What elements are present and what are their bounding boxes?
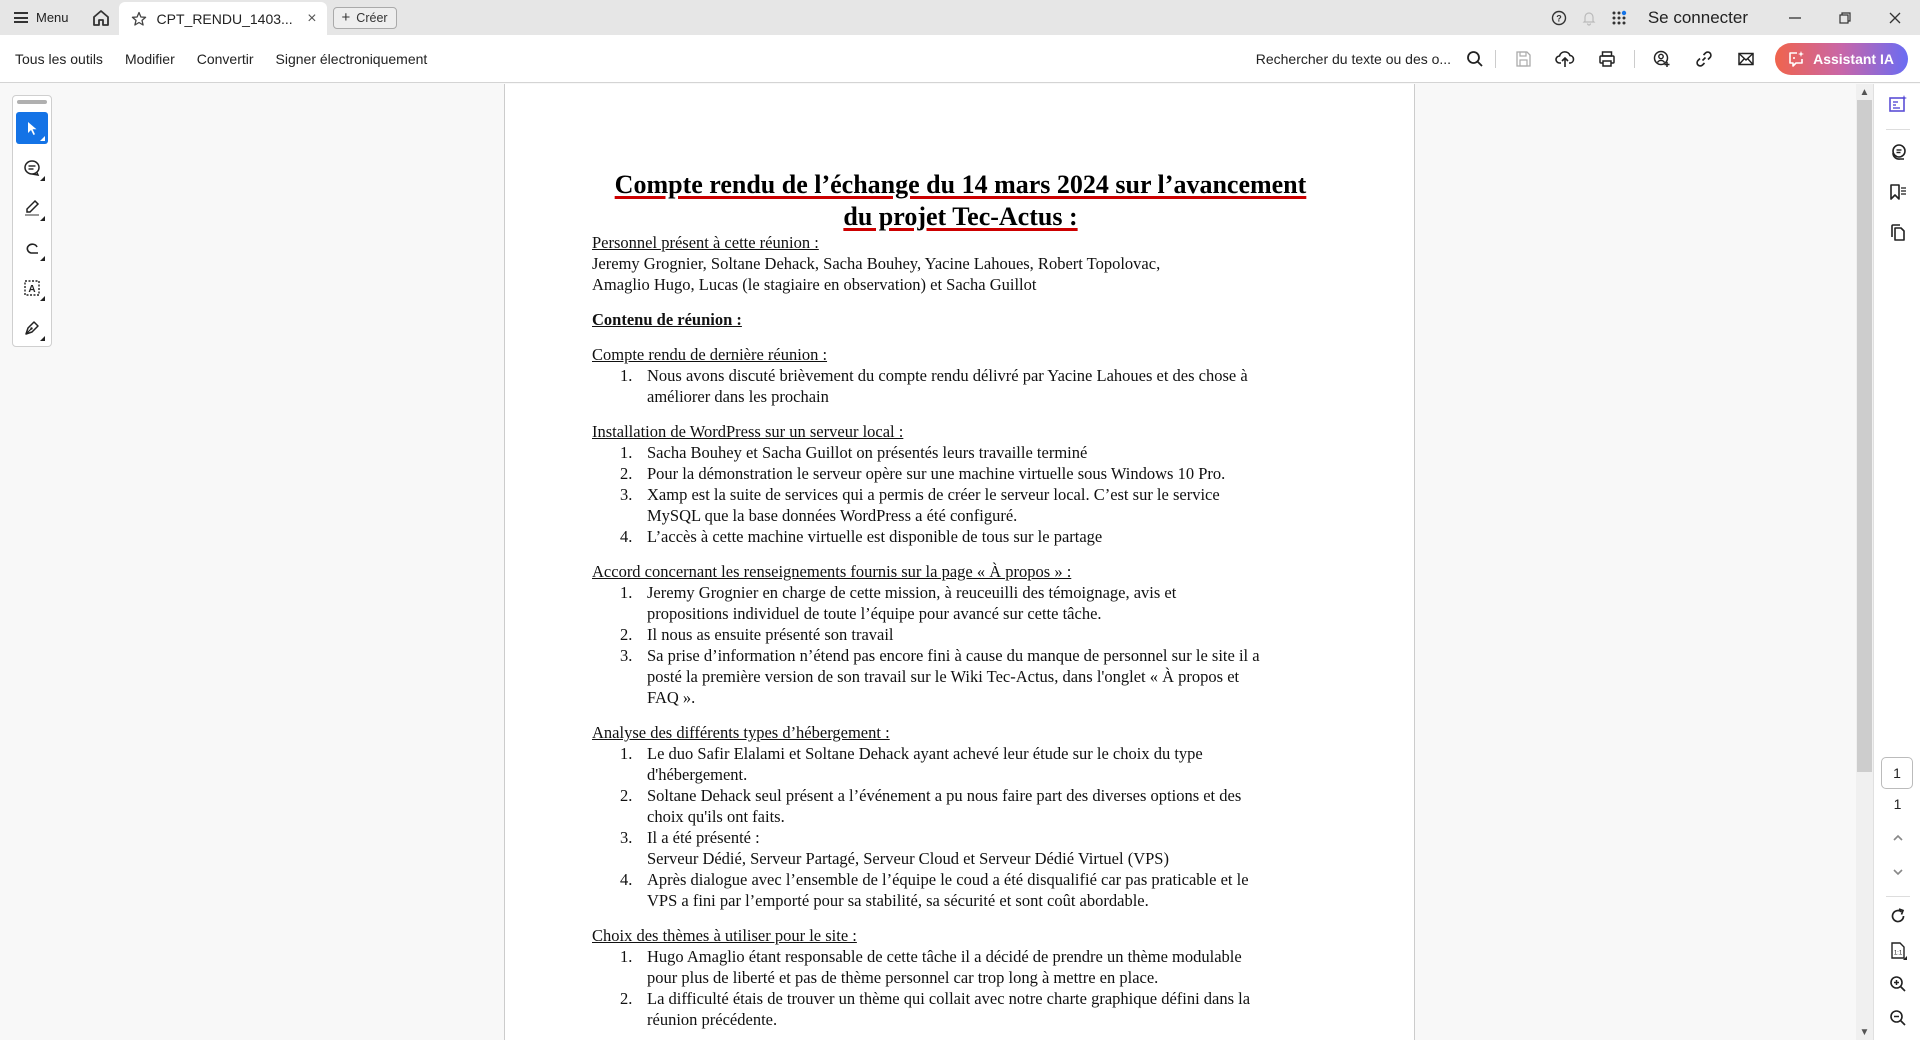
create-button[interactable] bbox=[333, 7, 397, 29]
list-item-text: Le duo Safir Elalami et Soltane Dehack ayant achevé leur étude sur le choix du type bbox=[647, 744, 1203, 763]
list-item-text: propositions individuel de toute l’équipe pour avancé sur cette tâche. bbox=[647, 604, 1102, 623]
e-sign-link[interactable]: Signer électroniquement bbox=[275, 50, 428, 67]
list-item-text: Nous avons discuté brièvement du compte rendu délivré par Yacine Lahoues et des chose à bbox=[647, 366, 1248, 385]
rail-drag-handle[interactable] bbox=[17, 100, 47, 104]
sections-container bbox=[592, 344, 1352, 1030]
comments-panel-button[interactable] bbox=[1874, 136, 1920, 168]
svg-text:A: A bbox=[28, 284, 36, 295]
section-heading: Installation de WordPress sur un serveur local : bbox=[592, 422, 904, 441]
list-item bbox=[592, 645, 1352, 708]
next-page-button[interactable] bbox=[1874, 856, 1920, 888]
list-item-text: Soltane Dehack seul présent a l’événement a pu nous faire part des diverses options et des bbox=[647, 786, 1242, 805]
edit-link[interactable]: Modifier bbox=[124, 50, 175, 67]
attendees-heading: Personnel présent à cette réunion : bbox=[592, 233, 819, 252]
zoom-out-button[interactable] bbox=[1874, 1002, 1920, 1034]
list-item-text: Sacha Bouhey et Sacha Guillot on présentés leurs travaille terminé bbox=[647, 443, 1088, 462]
list-item-number: 2. bbox=[620, 625, 633, 644]
document-viewport[interactable] bbox=[0, 84, 1856, 1040]
list-item-number: 3. bbox=[620, 485, 633, 504]
add-person-icon bbox=[1653, 50, 1671, 68]
list-item-number: 1. bbox=[620, 443, 633, 462]
draw-tool-button[interactable] bbox=[16, 232, 48, 264]
title-line-2: du projet Tec-Actus : bbox=[843, 202, 1078, 231]
list-item-text: posté la première version de son travail sur le Wiki Tec-Actus, dans l'onglet « À propos et bbox=[647, 667, 1240, 686]
previous-page-button[interactable] bbox=[1874, 822, 1920, 854]
save-icon bbox=[1514, 50, 1532, 68]
content-heading: Contenu de réunion : bbox=[592, 310, 742, 329]
list-item-text: d'hébergement. bbox=[647, 765, 748, 784]
rail-divider bbox=[1886, 129, 1910, 130]
ai-assistant-icon bbox=[1787, 50, 1805, 68]
comment-icon bbox=[23, 159, 41, 177]
list-item-text: FAQ ». bbox=[647, 688, 696, 707]
cloud-upload-icon bbox=[1555, 50, 1575, 68]
list-item-text: choix qu'ils ont faits. bbox=[647, 807, 785, 826]
pdf-page[interactable] bbox=[504, 84, 1415, 1040]
section-heading: Analyse des différents types d’hébergement : bbox=[592, 723, 890, 742]
email-button[interactable] bbox=[1725, 35, 1767, 83]
toolbar-divider bbox=[1495, 50, 1496, 68]
mail-icon bbox=[1737, 50, 1755, 68]
all-tools-link[interactable]: Tous les outils bbox=[15, 50, 103, 67]
rotate-icon bbox=[1889, 907, 1907, 925]
ai-summary-icon bbox=[1888, 94, 1908, 114]
list-item-number: 4. bbox=[620, 870, 633, 889]
vertical-scrollbar[interactable] bbox=[1856, 84, 1873, 1040]
restore-button[interactable] bbox=[1820, 0, 1870, 35]
list-item bbox=[592, 869, 1352, 911]
document-body bbox=[592, 232, 1352, 1030]
bell-icon bbox=[1581, 10, 1597, 26]
menu-label: Menu bbox=[36, 10, 69, 25]
bookmarks-button[interactable] bbox=[1874, 176, 1920, 208]
home-icon bbox=[92, 9, 110, 27]
list-item-text: Il a été présenté : bbox=[647, 828, 760, 847]
list-item bbox=[592, 365, 1352, 407]
plus-icon: + bbox=[341, 9, 351, 26]
list-item-number: 1. bbox=[620, 744, 633, 763]
list-item bbox=[592, 743, 1352, 785]
menu-button[interactable] bbox=[0, 0, 83, 35]
select-icon bbox=[24, 120, 40, 136]
numbered-list bbox=[592, 743, 1352, 911]
list-item-number: 3. bbox=[620, 828, 633, 847]
print-button[interactable] bbox=[1586, 35, 1628, 83]
minimize-button[interactable] bbox=[1770, 0, 1820, 35]
print-icon bbox=[1598, 50, 1616, 68]
upload-button[interactable] bbox=[1544, 35, 1586, 83]
pages-panel-button[interactable] bbox=[1874, 216, 1920, 248]
search-input[interactable]: Rechercher du texte ou des o... bbox=[1255, 50, 1452, 67]
list-item bbox=[592, 988, 1352, 1030]
zoom-out-icon bbox=[1889, 1009, 1907, 1027]
list-item-text: réunion précédente. bbox=[647, 1010, 778, 1029]
current-page-input[interactable]: 1 bbox=[1881, 757, 1913, 789]
right-panel-rail bbox=[1873, 84, 1920, 1040]
total-pages: 1 bbox=[1893, 796, 1902, 812]
list-item-text: pour plus de liberté et pas de thème personnel car trop long à mettre en place. bbox=[647, 968, 1159, 987]
pages-icon bbox=[1888, 222, 1908, 242]
attendees-line: Amaglio Hugo, Lucas (le stagiaire en observation) et Sacha Guillot bbox=[592, 275, 1037, 294]
zoom-in-icon bbox=[1889, 975, 1907, 993]
ai-assistant-button[interactable] bbox=[1775, 43, 1908, 75]
create-label: Créer bbox=[356, 10, 388, 25]
list-item bbox=[592, 582, 1352, 624]
apps-button[interactable] bbox=[1604, 0, 1634, 35]
list-item-text: La difficulté étais de trouver un thème qui collait avec notre charte graphique défini dans la bbox=[647, 989, 1251, 1008]
tab-title: CPT_RENDU_1403... bbox=[156, 10, 293, 27]
text-select-icon bbox=[23, 279, 41, 297]
minimize-icon bbox=[1788, 11, 1802, 25]
quick-tools-rail bbox=[12, 95, 52, 347]
section-heading: Accord concernant les renseignements fournis sur la page « À propos » : bbox=[592, 562, 1072, 581]
search-button[interactable] bbox=[1461, 35, 1489, 83]
notifications-button[interactable] bbox=[1574, 0, 1604, 35]
fit-page-button[interactable] bbox=[1874, 935, 1920, 967]
rail-divider bbox=[1886, 896, 1910, 897]
section-heading: Compte rendu de dernière réunion : bbox=[592, 345, 828, 364]
numbered-list bbox=[592, 946, 1352, 1030]
scroll-up-arrow[interactable]: ▲ bbox=[1859, 86, 1870, 98]
list-item-text: Xamp est la suite de services qui a permis de créer le serveur local. C’est sur le service bbox=[647, 485, 1220, 504]
list-item-number: 2. bbox=[620, 989, 633, 1008]
svg-text:1:1: 1:1 bbox=[1893, 950, 1902, 957]
search-icon bbox=[1466, 50, 1484, 68]
sign-in-button[interactable]: Se connecter bbox=[1647, 7, 1748, 27]
list-item bbox=[592, 624, 1352, 645]
copy-link-button[interactable] bbox=[1683, 35, 1725, 83]
list-item bbox=[592, 463, 1352, 484]
list-item-text: Serveur Dédié, Serveur Partagé, Serveur Cloud et Serveur Dédié Virtuel (VPS) bbox=[647, 849, 1169, 868]
link-icon bbox=[1695, 50, 1713, 68]
list-item bbox=[592, 946, 1352, 988]
list-item bbox=[592, 484, 1352, 526]
sign-tool-button[interactable] bbox=[16, 312, 48, 344]
list-item-text: Pour la démonstration le serveur opère sur une machine virtuelle sous Windows 10 Pro. bbox=[647, 464, 1226, 483]
list-item-text: Sa prise d’information n’étend pas encore fini à cause du manque de personnel sur le site il a bbox=[647, 646, 1260, 665]
list-item-text: Après dialogue avec l’ensemble de l’équipe le coud a été disqualifié car pas praticable et le bbox=[647, 870, 1249, 889]
list-item-number: 2. bbox=[620, 464, 633, 483]
numbered-list bbox=[592, 442, 1352, 547]
list-item-text: MySQL que la base données WordPress a été configuré. bbox=[647, 506, 1018, 525]
apps-grid-icon bbox=[1611, 10, 1627, 26]
list-item-number: 1. bbox=[620, 366, 633, 385]
help-button[interactable] bbox=[1544, 0, 1574, 35]
title-line-1: Compte rendu de l’échange du 14 mars 2024 sur l’avancement bbox=[614, 170, 1307, 199]
chevron-down-icon bbox=[1891, 865, 1905, 879]
close-tab-icon[interactable]: × bbox=[307, 9, 317, 27]
document-tab[interactable] bbox=[119, 2, 327, 35]
comment-tool-button[interactable] bbox=[16, 152, 48, 184]
ai-assistant-label: Assistant IA bbox=[1813, 50, 1894, 67]
save-button[interactable] bbox=[1502, 35, 1544, 83]
list-item bbox=[592, 442, 1352, 463]
sign-icon bbox=[23, 319, 41, 337]
home-button[interactable] bbox=[83, 0, 119, 35]
list-item-number: 3. bbox=[620, 646, 633, 665]
document-title bbox=[505, 169, 1416, 233]
list-item-text: L’accès à cette machine virtuelle est disponible de tous sur le partage bbox=[647, 527, 1103, 546]
list-item-number: 4. bbox=[620, 527, 633, 546]
section-heading: Choix des thèmes à utiliser pour le site : bbox=[592, 926, 857, 945]
svg-text:?: ? bbox=[1556, 13, 1562, 23]
zoom-in-button[interactable] bbox=[1874, 968, 1920, 1000]
ai-summary-button[interactable] bbox=[1874, 88, 1920, 120]
convert-link[interactable]: Convertir bbox=[196, 50, 254, 67]
scroll-down-arrow[interactable]: ▼ bbox=[1859, 1026, 1870, 1038]
list-item-text: Jeremy Grognier en charge de cette mission, à reuceuilli des témoignage, avis et bbox=[647, 583, 1177, 602]
attendees-line: Jeremy Grognier, Soltane Dehack, Sacha Bouhey, Yacine Lahoues, Robert Topolovac, bbox=[592, 254, 1161, 273]
tab-bar bbox=[0, 0, 1920, 35]
list-item bbox=[592, 526, 1352, 547]
list-item-number: 1. bbox=[620, 947, 633, 966]
toolbar-divider bbox=[1634, 50, 1635, 68]
list-item-number: 1. bbox=[620, 583, 633, 602]
list-item bbox=[592, 827, 1352, 869]
close-window-button[interactable] bbox=[1870, 0, 1920, 35]
help-icon bbox=[1551, 10, 1567, 26]
restore-icon bbox=[1838, 11, 1852, 25]
list-item-text: VPS a fini par l’emporté pour sa stabilité, sa sécurité et sont coût abordable. bbox=[647, 891, 1149, 910]
list-item bbox=[592, 785, 1352, 827]
close-icon bbox=[1888, 11, 1902, 25]
list-item-text: Il nous as ensuite présenté son travail bbox=[647, 625, 894, 644]
list-item-number: 2. bbox=[620, 786, 633, 805]
list-item-text: Hugo Amaglio étant responsable de cette tâche il a décidé de prendre un thème modulable bbox=[647, 947, 1242, 966]
select-tool-button[interactable] bbox=[16, 112, 48, 144]
numbered-list bbox=[592, 365, 1352, 407]
draw-icon bbox=[23, 239, 41, 257]
list-item-text: améliorer dans les prochain bbox=[647, 387, 829, 406]
fit-page-icon bbox=[1888, 941, 1908, 961]
highlight-tool-button[interactable] bbox=[16, 192, 48, 224]
text-select-tool-button[interactable] bbox=[16, 272, 48, 304]
comments-panel-icon bbox=[1888, 142, 1908, 162]
chevron-up-icon bbox=[1891, 831, 1905, 845]
numbered-list bbox=[592, 582, 1352, 708]
bookmarks-icon bbox=[1888, 182, 1908, 202]
share-user-button[interactable] bbox=[1641, 35, 1683, 83]
scrollbar-thumb[interactable] bbox=[1857, 100, 1872, 772]
rotate-button[interactable] bbox=[1874, 900, 1920, 932]
highlight-icon bbox=[23, 199, 41, 217]
hamburger-icon bbox=[14, 12, 28, 23]
main-toolbar bbox=[0, 35, 1920, 83]
star-icon[interactable] bbox=[131, 11, 147, 27]
